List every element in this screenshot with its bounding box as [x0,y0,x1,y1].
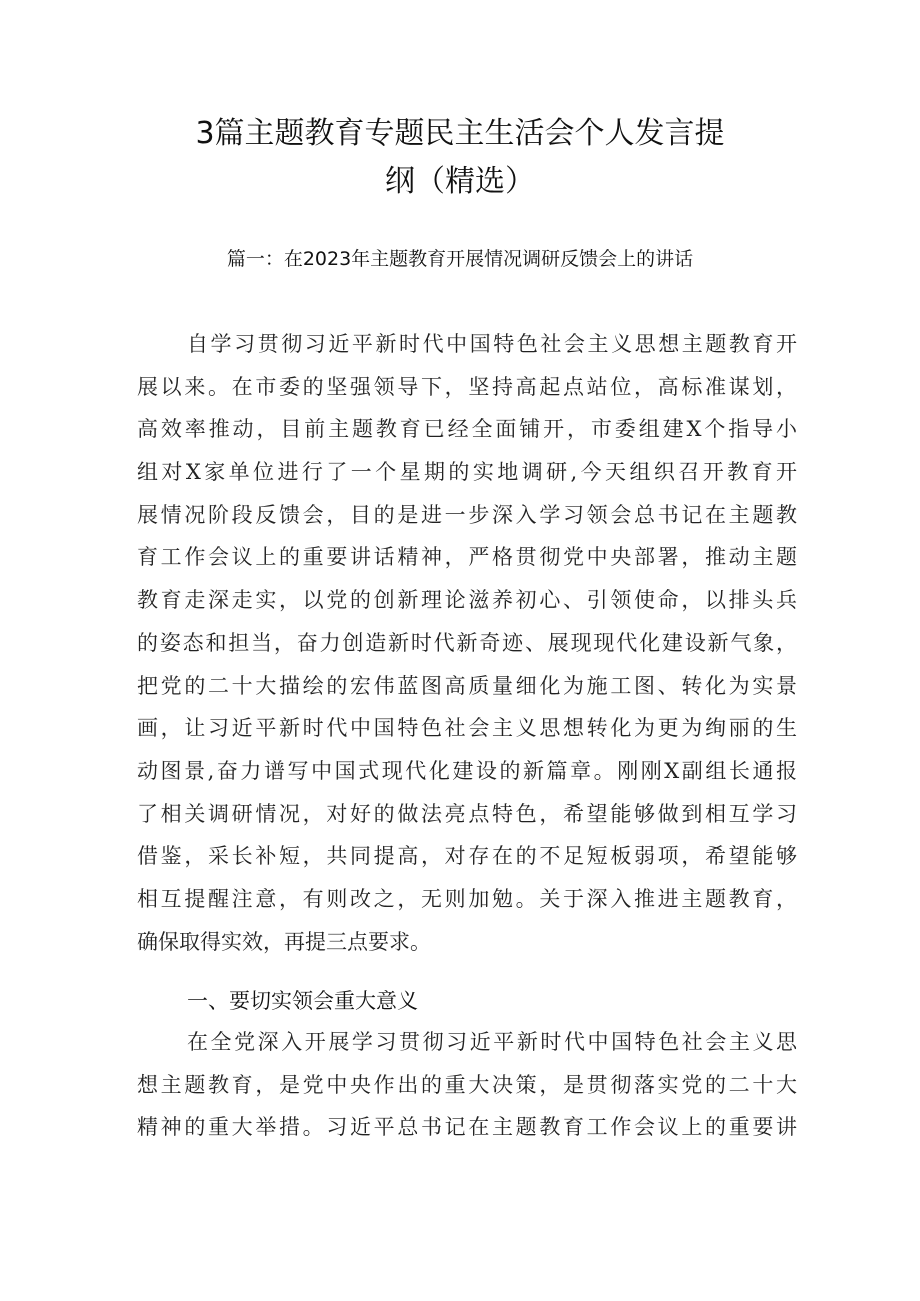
paragraph-line: 精神的重大举措。习近平总书记在主题教育工作会议上的重要讲 [137,1115,797,1140]
paragraph-line: 展以来。在市委的坚强领导下，坚持高起点站位，高标准谋划， [137,374,797,399]
paragraph-line: 了相关调研情况，对好的做法亮点特色，希望能够做到相互学习 [137,801,797,826]
paragraph-line: 教育走深走实，以党的创新理论滋养初心、引领使命，以排头兵 [137,588,797,613]
paragraph-intro [137,323,797,963]
paragraph-line: 相互提醒注意，有则改之，无则加勉。关于深入推进主题教育， [137,886,797,911]
title-line: 3篇主题教育专题民主生活会个人发言提 [195,116,725,151]
paragraph-line: 想主题教育，是党中央作出的重大决策，是贯彻落实党的二十大 [137,1072,797,1097]
paragraph-line: 借鉴，采长补短，共同提高，对存在的不足短板弱项，希望能够 [137,844,797,869]
paragraph-line: 画，让习近平新时代中国特色社会主义思想转化为更为绚丽的生 [137,716,797,741]
paragraph-line: 确保取得实效，再提三点要求。 [137,929,431,954]
paragraph-line: 展情况阶段反馈会，目的是进一步深入学习领会总书记在主题教 [137,502,797,527]
paragraph-line: 自学习贯彻习近平新时代中国特色社会主义思想主题教育开 [187,332,797,356]
document-subtitle: 篇一：在2023年主题教育开展情况调研反馈会上的讲话 [226,248,694,270]
paragraph-line: 组对X家单位进行了一个星期的实地调研,今天组织召开教育开 [137,460,797,485]
title-line: 纲（精选） [385,164,535,199]
section-heading: 一、要切实领会重大意义 [187,989,418,1013]
document-title [150,110,770,206]
paragraph-line: 动图景,奋力谱写中国式现代化建设的新篇章。刚刚X副组长通报 [137,758,797,783]
paragraph-line: 育工作会议上的重要讲话精神，严格贯彻党中央部署，推动主题 [137,545,797,570]
paragraph-line: 在全党深入开展学习贯彻习近平新时代中国特色社会主义思 [187,1030,797,1054]
paragraph-line: 把党的二十大描绘的宏伟蓝图高质量细化为施工图、转化为实景 [137,673,797,698]
paragraph-line: 高效率推动，目前主题教育已经全面铺开，市委组建X个指导小 [137,417,797,442]
paragraph-line: 的姿态和担当，奋力创造新时代新奇迹、展现现代化建设新气象， [137,630,797,655]
paragraph-section-one [137,1021,797,1149]
